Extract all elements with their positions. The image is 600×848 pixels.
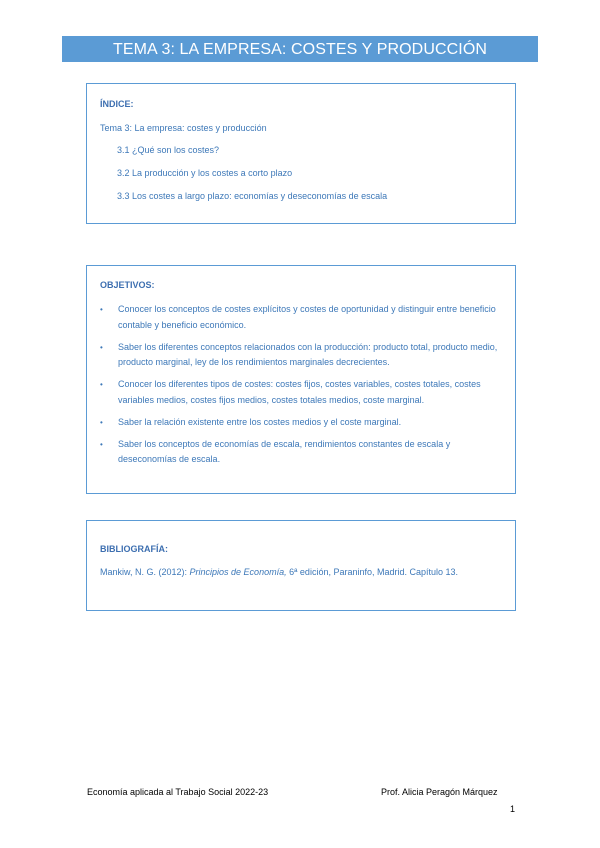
bullet-icon: • <box>100 342 103 352</box>
index-item: 3.2 La producción y los costes a corto plazo <box>117 168 293 178</box>
bullet-icon: • <box>100 417 103 427</box>
reference-details: 6ª edición, Paraninfo, Madrid. Capítulo 13. <box>286 567 459 577</box>
objective-text: Conocer los diferentes tipos de costes: costes fijos, costes variables, costes totales, costes variables medios, costes fijos medios, costes totales medios, coste marginal. <box>118 379 481 405</box>
objective-text: Saber los conceptos de economías de escala, rendimientos constantes de escala y deseconomías de escala. <box>118 438 451 464</box>
index-heading: ÍNDICE: <box>100 99 134 109</box>
bibliography-section <box>86 520 516 611</box>
index-tema-entry: Tema 3: La empresa: costes y producción <box>100 123 267 133</box>
objectives-section <box>86 265 516 494</box>
objective-item <box>87 415 515 431</box>
objective-text: Conocer los conceptos de costes explícitos y costes de oportunidad y distinguir entre beneficio contable y beneficio económico. <box>118 304 496 330</box>
objective-item <box>87 377 515 408</box>
footer-author: Prof. Alicia Peragón Márquez <box>381 787 498 797</box>
bullet-icon: • <box>100 380 103 389</box>
objective-text: Saber la relación existente entre los costes medios y el coste marginal. <box>118 416 402 427</box>
footer-course: Economía aplicada al Trabajo Social 2022-23 <box>87 787 269 797</box>
index-section <box>86 83 516 224</box>
objective-item <box>87 437 515 468</box>
page-title: TEMA 3: LA EMPRESA: COSTES Y PRODUCCIÓN <box>62 36 538 62</box>
index-item: 3.1 ¿Qué son los costes? <box>117 145 220 155</box>
objectives-heading: OBJETIVOS: <box>100 280 155 290</box>
bullet-icon: • <box>100 439 103 449</box>
bibliography-heading: BIBLIOGRAFÍA: <box>100 544 168 554</box>
objective-item <box>87 340 515 371</box>
bibliography-reference <box>100 567 458 577</box>
index-item: 3.3 Los costes a largo plazo: economías y deseconomías de escala <box>117 191 388 201</box>
objective-item <box>87 302 515 333</box>
reference-title: Principios de Economía, <box>189 567 287 577</box>
reference-author: Mankiw, N. G. (2012): <box>100 567 190 577</box>
bullet-icon: • <box>100 305 103 314</box>
page-number: 1 <box>510 804 516 814</box>
objectives-list <box>87 302 515 474</box>
objective-text: Saber los diferentes conceptos relacionados con la producción: producto total, producto medio, producto marginal, ley de los rendimientos marginales decrecientes. <box>118 341 498 367</box>
